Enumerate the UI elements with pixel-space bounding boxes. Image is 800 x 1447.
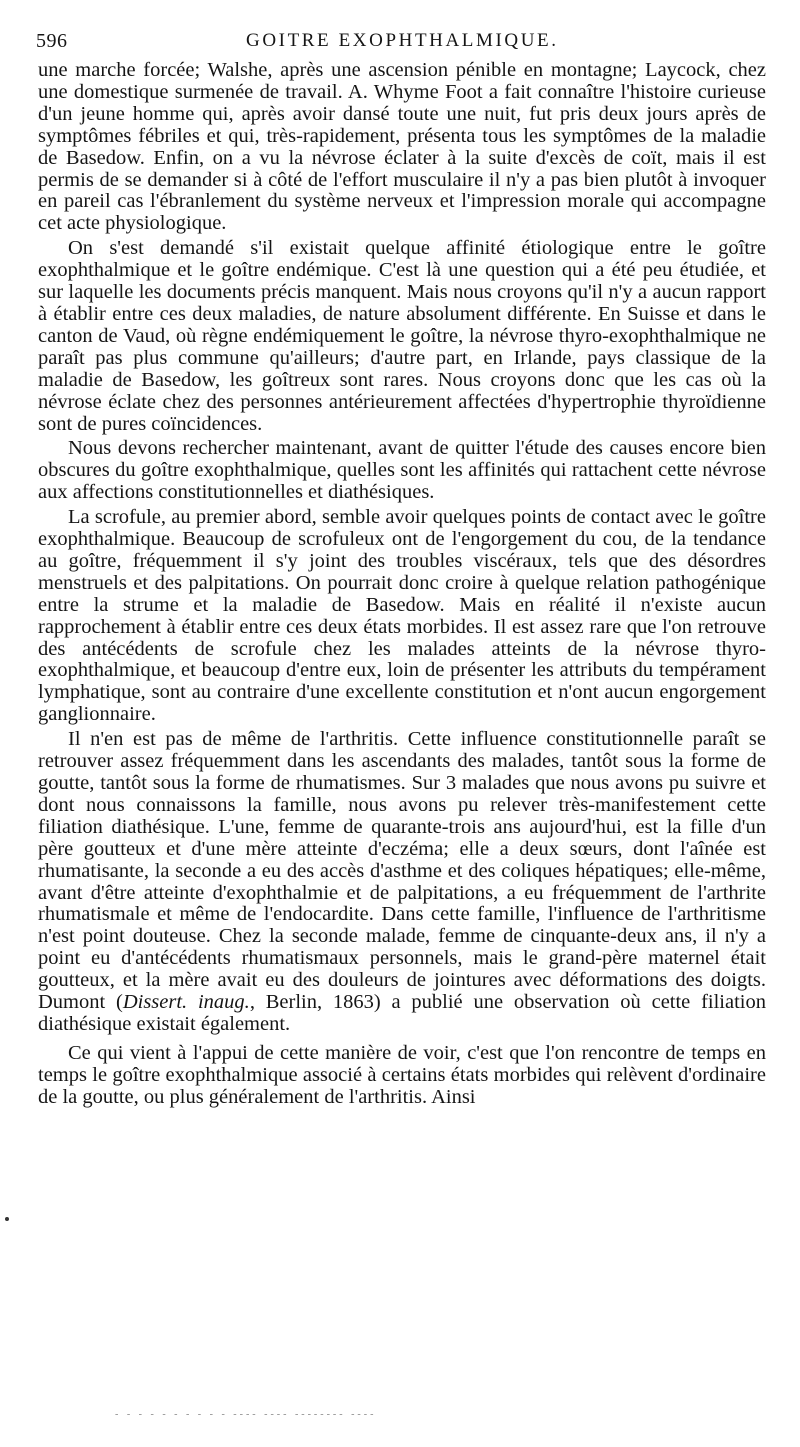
- paragraph-scrofule: La scrofule, au premier abord, semble avoir quelques points de contact avec le goître exophthalmique. Beaucoup de scrofuleux ont de l'engorgement du cou, de la tendance au goître, fréquemment il s'y joint des troubles viscéraux, tels que des désordres menstruels et des palpitations. On pourrait donc croire à quelque relation pathogénique entre la strume et la maladie de Basedow. Mais en réalité il n'existe aucun rapprochement à établir entre ces deux états morbides. Il est assez rare que l'on retrouve des antécédents de scrofule chez les malades atteints de la névrose thyro-exophthalmique, et beaucoup d'entre eux, loin de présenter les attributs du tempérament lymphatique, sont au contraire d'une excellente constitution et n'ont aucun engorgement ganglionnaire.: [38, 506, 766, 726]
- arthritis-text: Il n'en est pas de même de l'arthritis. Cette influence constitutionnelle paraît se retrouver assez fréquemment dans les ascendants des malades, tantôt sous la forme de goutte, tantôt sous la forme de rhumatismes. Sur 3 malades que nous avons pu suivre et dont nous connaissons la famille, nous avons pu relever très-manifestement cette filiation diathésique. L'une, femme de quarante-trois ans aujourd'hui, est la fille d'un père goutteux et d'une mère atteinte d'eczéma; elle a deux sœurs, dont l'aînée est rhumatisante, la seconde a eu des accès d'asthme et des coliques hépatiques; elle-même, avant d'être atteinte d'exophthalmie et de palpitations, a eu fréquemment de l'arthrite rhumatismale et même de l'endocardite. Dans cette famille, l'influence de l'arthritisme n'est point douteuse. Chez la seconde malade, femme de cinquante-deux ans, il n'y a point eu d'antécédents rhumatismaux personnels, mais le grand-père maternel était goutteux, et la mère avait eu des douleurs de jointures avec déformations des doigts. Dumont (: [38, 728, 766, 1014]
- citation-title: Dissert. inaug.: [122, 991, 250, 1014]
- paragraph-continuation: une marche forcée; Walshe, après une ascension pénible en montagne; Laycock, chez une domestique surmenée de travail. A. Whyme Foot a fait connaître l'histoire curieuse d'un jeune homme qui, après avoir dansé toute une nuit, fut pris deux jours après de symptômes fébriles et qui, très-rapidement, présenta tous les symptômes de la maladie de Basedow. Enfin, on a vu la névrose éclater à la suite d'excès de coït, mais il est permis de se demander si à côté de l'effort musculaire il n'y a pas bien plutôt à invoquer en pareil cas l'ébranlement du système nerveux et l'impression morale qui accompagne cet acte physiologique.: [38, 59, 766, 235]
- citation-text: , Berlin, 1863) a publié une observation où cette filiation diathésique existait également.: [38, 991, 766, 1035]
- paragraph-affinites-diathesiques: Nous devons rechercher maintenant, avant de quitter l'étude des causes encore bien obscures du goître exophthalmique, quelles sont les affinités qui rattachent cette névrose aux affections constitutionnelles et diathésiques.: [38, 437, 766, 504]
- footer-marks: - - - - - - - - - - ---- ---- -------- ----: [115, 1409, 377, 1420]
- paragraph-goitre-endemique: On s'est demandé s'il existait quelque affinité étiologique entre le goître exophthalmique et le goître endémique. C'est là une question qui a été peu étudiée, et sur laquelle les documents précis manquent. Mais nous croyons qu'il n'y a aucun rapport à établir entre ces deux maladies, de nature absolument différente. En Suisse et dans le canton de Vaud, où règne endémiquement le goître, la névrose thyro-exophthalmique ne paraît pas plus commune qu'ailleurs; d'autre part, en Irlande, pays classique de la maladie de Basedow, les goîtreux sont rares. Nous croyons donc que les cas où la névrose éclate chez des personnes antérieurement affectées d'hypertrophie thyroïdienne sont de pures coïncidences.: [38, 237, 766, 435]
- body-text: [38, 60, 766, 1109]
- page-header: [36, 24, 766, 54]
- margin-speck: [5, 1217, 9, 1221]
- paragraph-arthritis: [38, 729, 766, 1036]
- paragraph-goutte: Ce qui vient à l'appui de cette manière de voir, c'est que l'on rencontre de temps en temps le goître exophthalmique associé à certains états morbides qui relèvent d'ordinaire de la goutte, ou plus généralement de l'arthritis. Ainsi: [38, 1041, 766, 1108]
- page-number: 596: [36, 30, 68, 52]
- running-title: GOITRE EXOPHTHALMIQUE.: [246, 30, 559, 51]
